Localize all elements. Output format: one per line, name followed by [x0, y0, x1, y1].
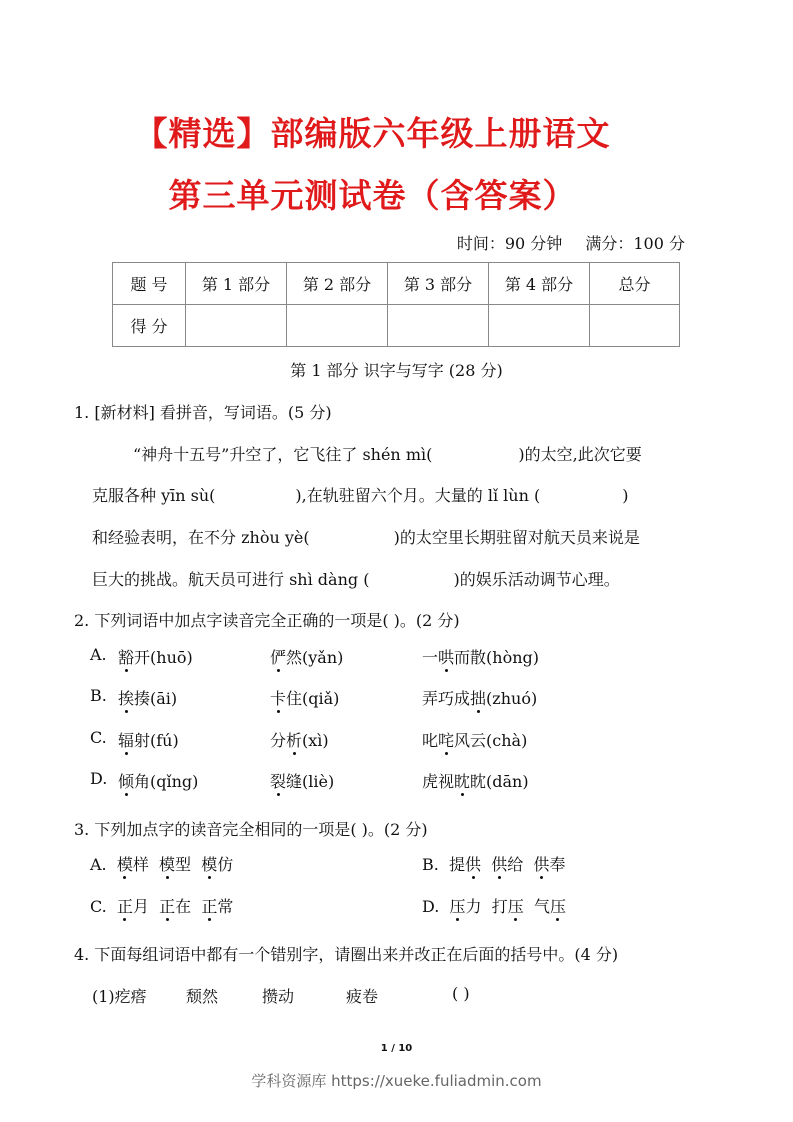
section-heading: 第 1 部分 识字与写字 (28 分): [290, 361, 503, 380]
header-cell: 总分: [590, 263, 680, 305]
q2-option-item: 卡住(qiǎ): [270, 689, 340, 708]
footer-watermark: 学科资源库 https://xueke.fuliadmin.com: [251, 1072, 542, 1090]
q2-option-item: 倾角(qǐng): [118, 772, 199, 791]
score-cell: [388, 305, 489, 347]
q3-option-b: B. 提供 供给 供奉: [422, 855, 566, 874]
question-2-title: 2. 下列词语中加点字读音完全正确的一项是( )。(2 分): [74, 611, 460, 630]
row-label-cell: 得 分: [113, 305, 186, 347]
header-cell: 第 1 部分: [186, 263, 287, 305]
q4-item-1-label: (1)疙瘩: [92, 987, 147, 1006]
header-cell: 第 2 部分: [287, 263, 388, 305]
header-cell: 题 号: [113, 263, 186, 305]
header-cell: 第 3 部分: [388, 263, 489, 305]
q2-option-item: 俨然(yǎn): [270, 648, 344, 667]
q2-option-item: 挨揍(āi): [118, 689, 178, 708]
page-number: 1 / 10: [380, 1043, 413, 1054]
q3-option-d: D. 压力 打压 气压: [422, 897, 566, 916]
question-1-line: 克服各种 yīn sù( ),在轨驻留六个月。大量的 lǐ lùn ( ): [92, 486, 629, 505]
q3-option-a: A. 模样 模型 模仿: [90, 855, 234, 874]
q3-option-c: C. 正月 正在 正常: [90, 897, 234, 916]
score-cell: [590, 305, 680, 347]
q4-item-1-word: 疲卷: [346, 987, 379, 1006]
q2-option-item: 虎视眈眈(dān): [422, 772, 529, 791]
score-table-score-row: [113, 305, 680, 347]
score-table: [112, 262, 680, 347]
question-1-title: 1. [新材料] 看拼音，写词语。(5 分): [74, 403, 332, 422]
score-cell: [489, 305, 590, 347]
q2-option-d-label: D.: [90, 769, 108, 788]
exam-time: 时间：90 分钟: [456, 234, 563, 253]
question-4-title: 4. 下面每组词语中都有一个错别字，请圈出来并改正在后面的括号中。(4 分): [74, 945, 619, 964]
question-1-line: 和经验表明，在不分 zhòu yè( )的太空里长期驻留对航天员来说是: [92, 528, 640, 547]
q2-option-item: 一哄而散(hòng): [422, 648, 540, 667]
score-cell: [186, 305, 287, 347]
q2-option-item: 弄巧成拙(zhuó): [422, 689, 538, 708]
q2-option-item: 辐射(fú): [118, 731, 179, 750]
score-cell: [287, 305, 388, 347]
q2-option-item: 豁开(huō): [118, 648, 193, 667]
q2-option-b-label: B.: [90, 686, 107, 705]
question-3-title: 3. 下列加点字的读音完全相同的一项是( )。(2 分): [74, 820, 428, 839]
doc-title-line2: 第三单元测试卷（含答案）: [168, 176, 577, 215]
header-cell: 第 4 部分: [489, 263, 590, 305]
question-1-line: “神舟十五号”升空了，它飞往了 shén mì( )的太空,此次它要: [133, 445, 642, 464]
doc-title-line1: 【精选】部编版六年级上册语文: [134, 114, 611, 153]
q4-item-1-word: 颓然: [186, 987, 219, 1006]
exam-full-score: 满分：100 分: [585, 234, 685, 253]
q4-item-1-answer-blank: ( ): [452, 984, 470, 1003]
q2-option-a-label: A.: [90, 645, 107, 664]
exam-meta: [457, 231, 685, 254]
q2-option-item: 叱咤风云(chà): [422, 731, 528, 750]
q2-option-c-label: C.: [90, 728, 107, 747]
question-1-line: 巨大的挑战。航天员可进行 shì dàng ( )的娱乐活动调节心理。: [92, 570, 620, 589]
q2-option-item: 分析(xì): [270, 731, 329, 750]
score-table-header-row: [113, 263, 680, 305]
q4-item-1-word: 攒动: [262, 987, 295, 1006]
q2-option-item: 裂缝(liè): [270, 772, 335, 791]
